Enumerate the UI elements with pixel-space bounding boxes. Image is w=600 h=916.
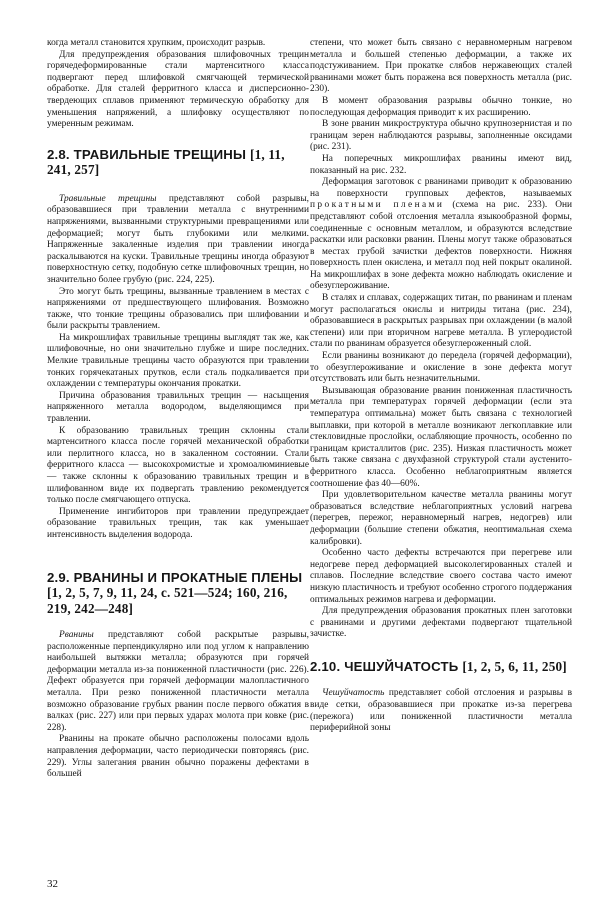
paragraph: В сталях и сплавах, содержащих титан, по рванинам и пленам могут располагаться окислы и нитриды титана (рис. 234), образовавшиеся в раскрытых разрывах при охлаждении (в малой степени) или при вторичном нагреве металла. В углеродистой стали по рванинам образуется обезуглероженный слой.	[310, 293, 572, 350]
section-heading-2-8	[47, 147, 309, 178]
section-references: [1, 2, 5, 6, 11, 250]	[462, 658, 567, 674]
paragraph: Это могут быть трещины, вызванные травлением в местах с напряжениями от предшествующего шлифования. Возможно также, что тонкие трещины образовались при шлифовании и были раскрыты травлением.	[47, 286, 309, 332]
paragraph: Рванины представляют собой раскрытые разрывы, расположенные перпендикулярно или под углом к направлению наибольшей вытяжки металла; образуются при горячей деформации металла из-за пониженной пластичности (рис. 226). Дефект образуется при горячей деформации малопластичного металла. При резко пониженной пластичности металла возможно образование грубых рванин после первого обжатия в валках (рис. 227) или при первых ударах молота при ковке (рис. 228).	[47, 630, 309, 733]
paragraph: Применение ингибиторов при травлении предупреждает образование травильных трещин, так как уменьшает интенсивность выделения водорода.	[47, 506, 309, 540]
paragraph: К образованию травильных трещин склонны стали мартенситного класса после горячей механической обработки или перлитного класса, но в закаленном состоянии. Стали ферритного класса — высокохромистые и хромоалюминиевые — также склонны к образованию травильных трещин и в шлифованном виде их подвергать травлению рекомендуется только после смягчающего отпуска.	[47, 425, 309, 506]
section-title: 2.9. РВАНИНЫ И ПРОКАТНЫЕ ПЛЕНЫ	[47, 569, 303, 585]
paragraph: Если рванины возникают до передела (горячей деформации), то обезуглероживание и окисление в зоне дефекта могут отсутствовать или быть незначительными.	[310, 351, 572, 385]
paragraph: Деформация заготовок с рванинами приводит к образованию на поверхности групповых дефектов, называемых прокатными пленами (схема на рис. 233). Они представляют собой отслоения металла языкообразной формы, соединенные с основным металлом, и образуются вследствие раскатки или расковки рванин. Плены могут также образоваться в местах грубой зачистки дефектов поверхности. Нижняя поверхность плен окислена, и металл под ней покрыт окалиной. На микрошлифах в зоне дефекта можно наблюдать окисление и обезуглероживание.	[310, 177, 572, 292]
paragraph: Для предупреждения образования прокатных плен заготовки с рванинами и другими дефектами подвергают тщательной зачистке.	[310, 606, 572, 640]
paragraph: Травильные трещины представляют собой разрывы, образовавшиеся при травлении металла с внутренними напряжениями, вызванными структурными превращениями или деформацией; могут быть глубокими или мелкими. Напряженные закаленные изделия при травлении иногда раскалываются на куски. Травильные трещины иногда образуют поверхностную сетку, подобную сетке шлифовочных трещин, но значительно более грубую (рис. 224, 225).	[47, 193, 310, 285]
section-title: 2.10. ЧЕШУЙЧАТОСТЬ	[310, 658, 459, 674]
paragraph: Рванины на прокате обычно расположены полосами вдоль направления деформации, часто периодически повторяясь (рис. 229). Углы залегания рванин обычно поражены дефектами в большей	[47, 734, 309, 780]
section-title: 2.8. ТРАВИЛЬНЫЕ ТРЕЩИНЫ	[47, 146, 247, 162]
page-number: 32	[47, 878, 58, 890]
right-column	[310, 38, 572, 735]
paragraph: Причина образования травильных трещин — насыщения напряженного металла водородом, выделяющимся при травлении.	[47, 390, 309, 425]
paragraph-continuation: степени, что может быть связано с неравномерным нагревом металла и большей степенью деформации, а также их подстуживанием. При прокатке слябов нержавеющих сталей рванинами может быть поражена вся поверхность металла (рис. 230).	[310, 38, 572, 95]
paragraph: В зоне рванин микроструктура обычно крупнозернистая и по границам зерен наблюдаются разрывы, заполненные оксидами (рис. 231).	[310, 119, 572, 153]
section-references: [1, 11, 241, 257]	[47, 146, 285, 178]
paragraph: При удовлетворительном качестве металла рванины могут образоваться вследствие неблагоприятных условий нагрева (перегрев, пережог, неравномерный нагрев, недогрев) или деформации (большие степени обжатия, неоптимальная схема калибровки).	[310, 490, 572, 547]
section-heading-2-9	[47, 570, 309, 617]
paragraph: Для предупреждения образования шлифовочных трещин горячедеформированные стали мартенситного класса подвергают перед шлифовкой смягчающей термической обработке. Для сталей ферритного класса и дисперсионно-твердеющих сплавов применяют термическую обработку для уменьшения напряжений, а шлифовку осуществляют по умеренным режимам.	[47, 49, 309, 130]
paragraph: Вызывающая образование рванин пониженная пластичность металла при температурах горячей деформации (если эта температура оптимальна) может быть связана с технологией выплавки, при которой в металле возникают легкоплавкие или стекловидные прослойки, ослабляющие прочность, особенно по границам кристаллитов (рис. 235). Низкая пластичность может быть также связана с двухфазной структурой стали аустенито-ферритного класса. Особенно неблагоприятным является соотношение фаз 40—60%.	[310, 385, 572, 489]
paragraph: На микрошлифах травильные трещины выглядят так же, как шлифовочные, но они значительно глубже и шире последних. Мелкие травильные трещины часто образуются при травлении тонких горячекатаных прутков, если сталь подкаливается при охлаждении с температуры окончания прокатки.	[47, 332, 309, 390]
paragraph: Особенно часто дефекты встречаются при перегреве или недогреве перед деформацией высоколегированных сталей и сплавов. Последние вследствие своего состава часто имеют низкую пластичность и требуют особенно строгого поддержания оптимальных режимов нагрева и деформации.	[310, 548, 572, 605]
paragraph: В момент образования разрывы обычно тонкие, но последующая деформация приводит к их расширению.	[310, 95, 572, 118]
spaced-term: прокатными пленами	[310, 200, 445, 211]
paragraph: Чешуйчатость представляет собой отслоения и разрывы в виде сетки, образовавшиеся при прокатке из-за перегрева (пережога) или пониженной пластичности металла периферийной зоны	[310, 688, 572, 734]
term: Чешуйчатость	[322, 688, 385, 699]
term: Травильные трещины	[59, 193, 157, 204]
left-column	[47, 38, 309, 781]
paragraph: На поперечных микрошлифах рванины имеют вид, показанный на рис. 232.	[310, 153, 572, 176]
intro-continuation: когда металл становится хрупким, происходит разрыв.	[47, 38, 266, 48]
section-references: [1, 2, 5, 7, 9, 11, 24, с. 521—524; 160, 216, 219, 242—248]	[47, 585, 288, 616]
term: Рванины	[59, 630, 94, 641]
section-heading-2-10	[310, 659, 572, 675]
